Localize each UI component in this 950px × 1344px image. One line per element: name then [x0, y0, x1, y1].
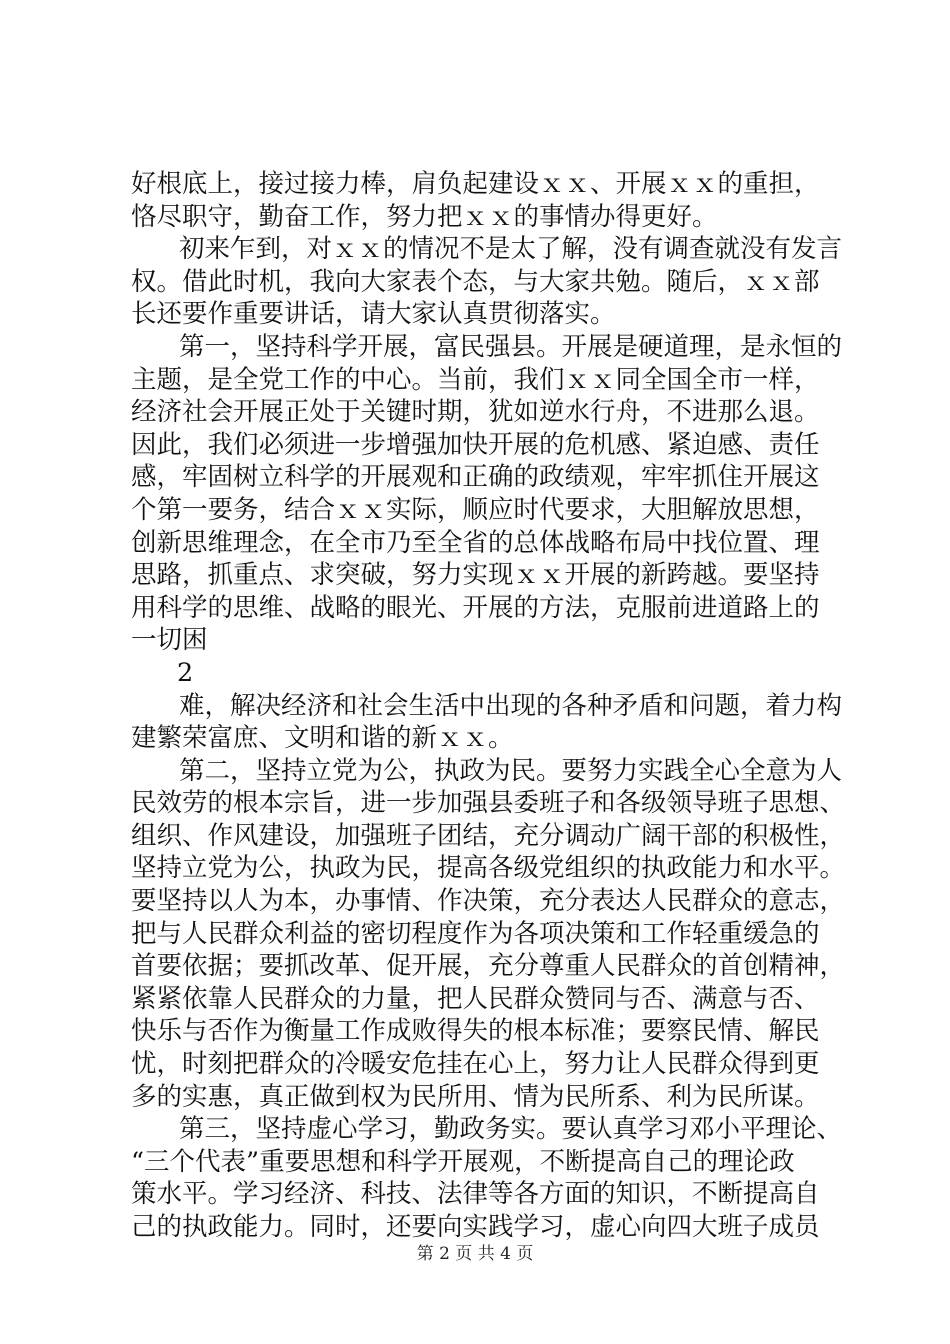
paragraph-start-line: 初来乍到，对ｘｘ的情况不是太了解，没有调查就没有发言	[179, 234, 843, 265]
text-line: 个第一要务，结合ｘｘ实际，顺应时代要求，大胆解放思想，	[131, 494, 820, 525]
text-line: 权。借此时机，我向大家表个态，与大家共勉。随后，ｘｘ部	[131, 266, 820, 297]
text-line: 主题，是全党工作的中心。当前，我们ｘｘ同全国全市一样，	[131, 364, 820, 395]
text-line: 己的执政能力。同时，还要向实践学习，虚心向四大班子成员	[131, 1212, 820, 1242]
text-line: 多的实惠，真正做到权为民所用、情为民所系、利为民所谋。	[131, 1081, 820, 1112]
text-line: 长还要作重要讲话，请大家认真贯彻落实。	[131, 299, 616, 330]
paragraph-start-line: 第一，坚持科学开展，富民强县。开展是硬道理，是永恒的	[179, 331, 843, 362]
text-line: 忧，时刻把群众的冷暖安危挂在心上，努力让人民群众得到更	[131, 1049, 820, 1080]
text-line: 要坚持以人为本，办事情、作决策，充分表达人民群众的意志，	[131, 886, 846, 917]
text-line: 创新思维理念，在全市乃至全省的总体战略布局中找位置、理	[131, 527, 820, 558]
paragraph-start-line: 第三，坚持虚心学习，勤政务实。要认真学习邓小平理论、	[179, 1114, 843, 1145]
text-line: 策水平。学习经济、科技、法律等各方面的知识，不断提高自	[131, 1179, 820, 1210]
text-line: 思路，抓重点、求突破，努力实现ｘｘ开展的新跨越。要坚持	[131, 560, 820, 591]
text-line: 民效劳的根本宗旨，进一步加强县委班子和各级领导班子思想、	[131, 788, 846, 819]
text-line: “三个代表”重要思想和科学开展观，不断提高自己的理论政	[131, 1146, 795, 1177]
page-indicator: 第 2 页 共 4 页	[416, 1244, 534, 1264]
document-body	[131, 168, 846, 1244]
page-footer	[0, 1243, 950, 1265]
text-line: 好根底上，接过接力棒，肩负起建设ｘｘ、开展ｘｘ的重担，	[131, 169, 820, 199]
text-line: 紧紧依靠人民群众的力量，把人民群众赞同与否、满意与否、	[131, 983, 820, 1014]
text-line: 坚持立党为公，执政为民，提高各级党组织的执政能力和水平。	[131, 853, 846, 884]
text-line: 经济社会开展正处于关键时期，犹如逆水行舟，不进那么退。	[131, 397, 820, 428]
paragraph-start-line: 难，解决经济和社会生活中出现的各种矛盾和问题，着力构	[179, 690, 843, 721]
text-line: 一切困	[131, 625, 208, 656]
text-line: 因此，我们必须进一步增强加快开展的危机感、紧迫感、责任	[131, 429, 820, 460]
text-line: 首要依据；要抓改革、促开展，充分尊重人民群众的首创精神，	[131, 951, 846, 982]
paragraph-start-line: 第二，坚持立党为公，执政为民。要努力实践全心全意为人	[179, 755, 843, 786]
text-line: 恪尽职守，勤奋工作，努力把ｘｘ的事情办得更好。	[131, 201, 718, 232]
text-line: 快乐与否作为衡量工作成败得失的根本标准；要察民情、解民	[131, 1016, 820, 1047]
text-line: 用科学的思维、战略的眼光、开展的方法，克服前进道路上的	[131, 592, 820, 623]
inline-page-number: 2	[177, 657, 194, 688]
text-line: 感，牢固树立科学的开展观和正确的政绩观，牢牢抓住开展这	[131, 462, 820, 493]
text-line: 把与人民群众利益的密切程度作为各项决策和工作轻重缓急的	[131, 918, 820, 949]
text-line: 建繁荣富庶、文明和谐的新ｘｘ。	[131, 723, 514, 754]
text-line: 组织、作风建设，加强班子团结，充分调动广阔干部的积极性，	[131, 820, 846, 851]
